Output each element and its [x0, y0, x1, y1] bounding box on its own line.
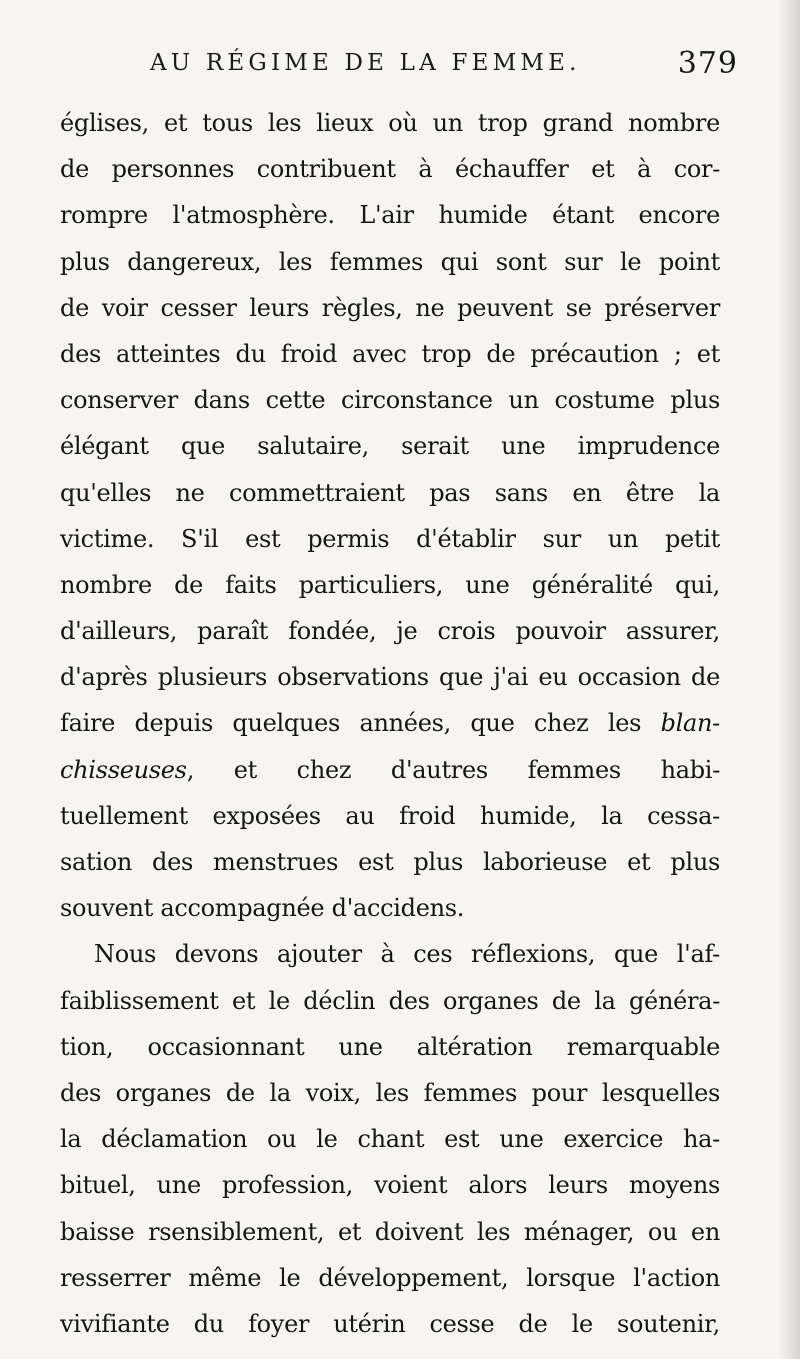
running-title: AU RÉGIME DE LA FEMME.	[150, 50, 581, 76]
page-header	[150, 46, 740, 90]
text-line: qu'elles ne commettraient pas sans en être la	[60, 478, 720, 507]
text-line: tuellement exposées au froid humide, la cessa-	[60, 801, 720, 830]
text-line: nombre de faits particuliers, une généralité qui,	[60, 570, 720, 599]
text-line	[60, 700, 720, 746]
text-line: tion, occasionnant une altération remarquable	[60, 1032, 720, 1061]
paragraph-1	[60, 100, 720, 931]
text-line: églises, et tous les lieux où un trop grand nombre	[60, 109, 720, 137]
text-line: élégant que salutaire, serait une imprudence	[60, 432, 720, 461]
text-line: resserrer même le développement, lorsque l'action	[60, 1263, 720, 1292]
text-segment: , et chez d'autres femmes habi-	[186, 755, 720, 784]
paragraph-2	[60, 931, 720, 1347]
italic-word: blan-	[660, 709, 720, 738]
page-edge-shadow	[778, 0, 800, 1359]
text-segment: faire depuis quelques années, que chez les	[60, 709, 642, 738]
text-line: victime. S'il est permis d'établir sur un petit	[60, 524, 720, 553]
text-line: baisse rsensiblement, et doivent les ménager, ou en	[60, 1217, 720, 1246]
text-line: Nous devons ajouter à ces réflexions, que l'af-	[94, 940, 720, 969]
text-line	[60, 747, 720, 793]
text-line: d'après plusieurs observations que j'ai eu occasion de	[60, 663, 720, 692]
body-text	[60, 100, 720, 1347]
text-line: souvent accompagnée d'accidens.	[60, 894, 465, 923]
text-line: faiblissement et le déclin des organes de la généra-	[60, 986, 720, 1015]
text-line: la déclamation ou le chant est une exercice ha-	[60, 1125, 720, 1154]
page-number: 379	[677, 46, 738, 81]
text-line: plus dangereux, les femmes qui sont sur le point	[60, 247, 720, 276]
text-line: rompre l'atmosphère. L'air humide étant encore	[60, 201, 720, 230]
text-line: bituel, une profession, voient alors leurs moyens	[60, 1171, 720, 1200]
italic-word: chisseuses	[60, 755, 187, 784]
text-line: de personnes contribuent à échauffer et à cor-	[60, 155, 720, 184]
text-line: d'ailleurs, paraît fondée, je crois pouvoir assurer,	[60, 617, 720, 646]
text-line: vivifiante du foyer utérin cesse de le soutenir,	[60, 1309, 720, 1338]
text-line: conserver dans cette circonstance un costume plus	[60, 386, 720, 415]
text-line: de voir cesser leurs règles, ne peuvent se préserver	[60, 293, 720, 322]
text-line: des organes de la voix, les femmes pour lesquelles	[60, 1078, 720, 1107]
text-line: sation des menstrues est plus laborieuse et plus	[60, 848, 720, 876]
text-line: des atteintes du froid avec trop de précaution ; et	[60, 339, 720, 368]
